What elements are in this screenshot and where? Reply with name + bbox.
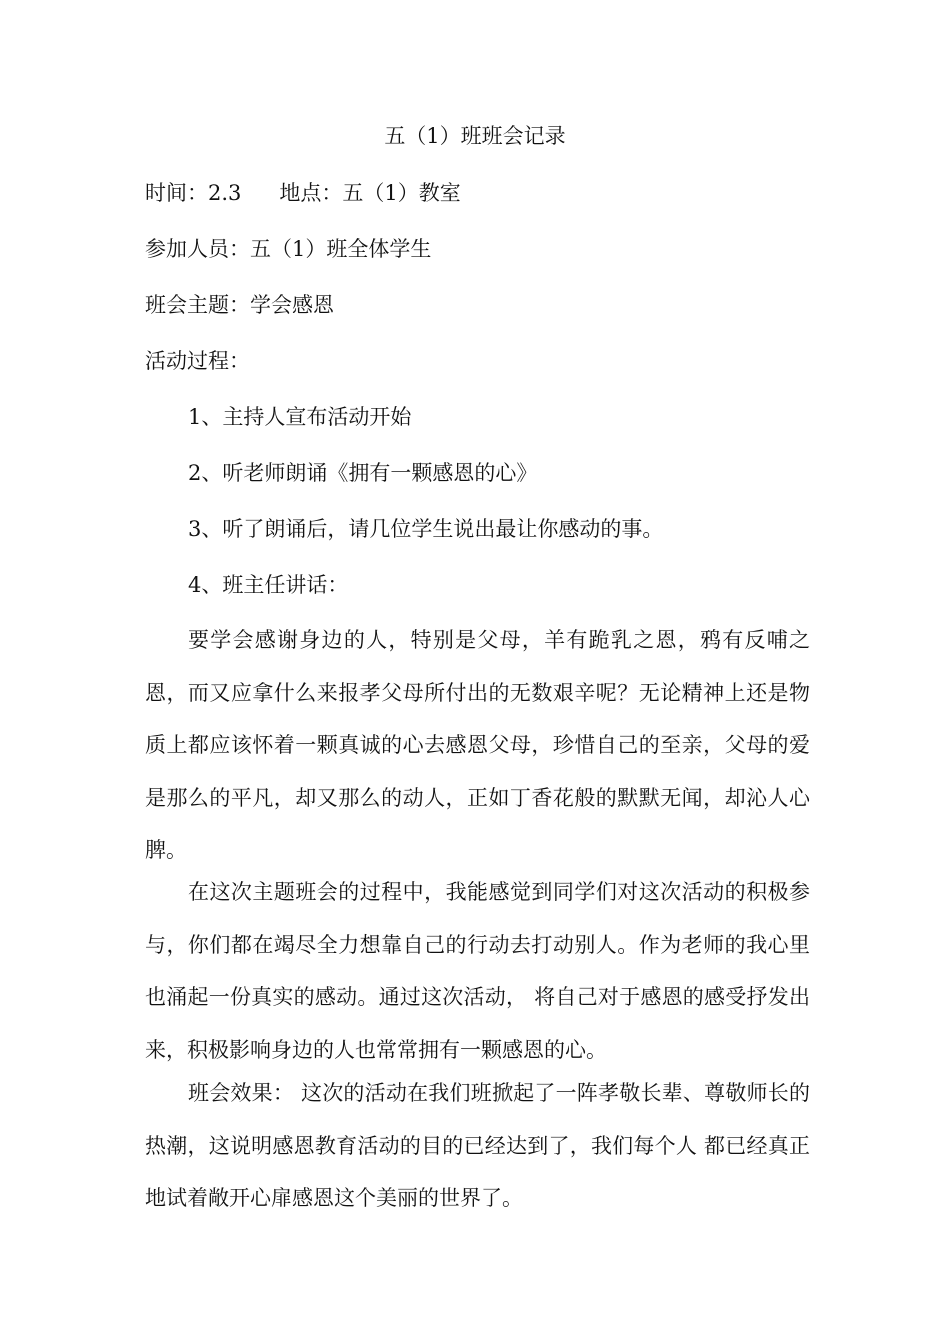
theme-line: 班会主题：学会感恩 [145, 293, 334, 317]
time-place-line [145, 179, 461, 207]
reflection-paragraph: 在这次主题班会的过程中，我能感觉到同学们对这次活动的积极参与，你们都在竭尽全力想靠自己的行动去打动别人。作为老师的我心里也涌起一份真实的感动。通过这次活动， 将自己对于感恩的感受抒发出来，积极影响身边的人也常常拥有一颗感恩的心。 [145, 880, 810, 1062]
step-item: 2、听老师朗诵《拥有一颗感恩的心》 [188, 461, 538, 485]
process-label: 活动过程： [145, 349, 250, 373]
step-item: 4、班主任讲话： [188, 573, 349, 597]
step-item: 1、主持人宣布活动开始 [188, 405, 412, 429]
step-item: 3、听了朗诵后，请几位学生说出最让你感动的事。 [188, 517, 664, 541]
participants-line: 参加人员：五（1）班全体学生 [145, 237, 432, 261]
meeting-place: 地点：五（1）教室 [279, 181, 461, 205]
document-title: 五（1）班班会记录 [384, 124, 566, 148]
effect-paragraph: 班会效果： 这次的活动在我们班掀起了一阵孝敬长辈、尊敬师长的 热潮，这说明感恩教育活动的目的已经达到了，我们每个人 都已经真正地试着敞开心扉感恩这个美丽的世界了。 [145, 1081, 810, 1210]
meeting-time: 时间：2.3 [145, 181, 242, 205]
speech-paragraph: 要学会感谢身边的人，特别是父母，羊有跪乳之恩，鸦有反哺之恩，而又应拿什么来报孝父母所付出的无数艰辛呢？无论精神上还是物质上都应该怀着一颗真诚的心去感恩父母，珍惜自己的至亲，父母的爱是那么的平凡，却又那么的动人，正如丁香花般的默默无闻，却沁人心脾。 [145, 628, 810, 862]
